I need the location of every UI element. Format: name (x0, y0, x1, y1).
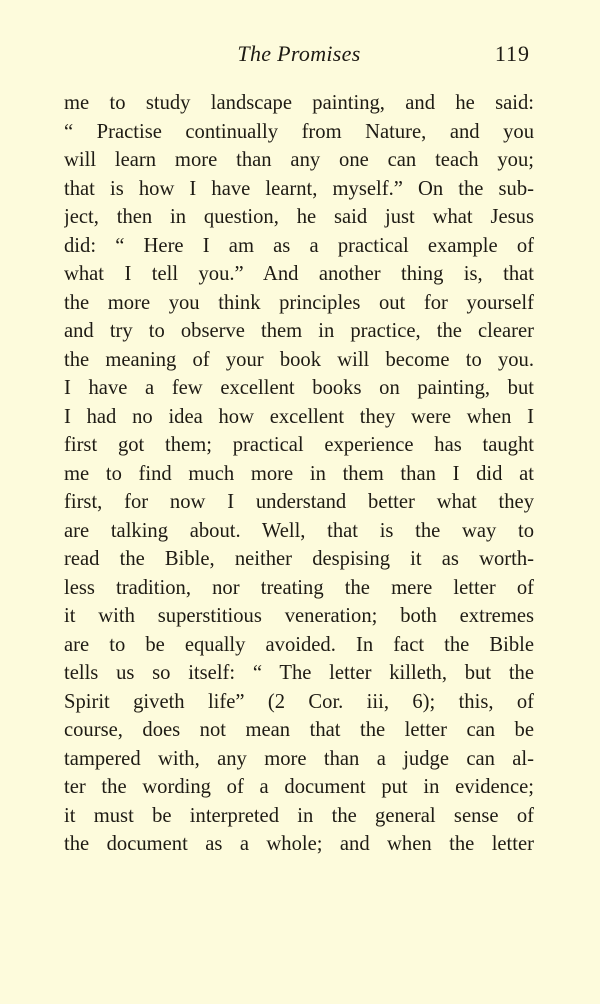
text-line: what I tell you.” And another thing is, that (64, 263, 534, 285)
text-line: Spirit giveth life” (2 Cor. iii, 6); this, of (64, 690, 534, 713)
text-line: did: “ Here I am as a practical example of (64, 234, 534, 257)
text-line: me to study landscape painting, and he said: (64, 92, 534, 114)
text-line: it with superstitious veneration; both extremes (64, 605, 534, 627)
text-line: course, does not mean that the letter can be (64, 719, 534, 741)
text-line: the meaning of your book will become to you. (64, 348, 534, 371)
text-line: less tradition, nor treating the mere letter of (64, 576, 534, 599)
text-line: the more you think principles out for yourself (64, 291, 534, 314)
text-line: first, for now I understand better what they (64, 491, 534, 513)
text-line: are talking about. Well, that is the way to (64, 519, 534, 542)
text-line: I had no idea how excellent they were when I (64, 405, 534, 428)
text-line: that is how I have learnt, myself.” On the sub- (64, 177, 534, 200)
text-line: and try to observe them in practice, the clearer (64, 320, 534, 342)
text-line: it must be interpreted in the general sense of (64, 804, 534, 827)
text-line: ject, then in question, he said just what Jesus (64, 206, 534, 228)
text-line: read the Bible, neither despising it as worth- (64, 548, 534, 570)
text-line: I have a few excellent books on painting, but (64, 377, 534, 399)
text-line: first got them; practical experience has taught (64, 434, 534, 456)
page-number: 119 (494, 41, 530, 66)
text-line: ter the wording of a document put in evidence; (64, 776, 534, 798)
text-line: “ Practise continually from Nature, and you (64, 120, 534, 143)
body-text (64, 89, 534, 859)
text-line: tells us so itself: “ The letter killeth, but the (64, 662, 534, 684)
text-line: are to be equally avoided. In fact the Bible (64, 633, 534, 656)
running-title: The Promises (237, 41, 361, 66)
running-head (64, 38, 534, 70)
text-line: the document as a whole; and when the letter (64, 833, 534, 855)
text-line: me to find much more in them than I did at (64, 462, 534, 485)
text-line: tampered with, any more than a judge can al- (64, 747, 534, 770)
text-line: will learn more than any one can teach you; (64, 149, 534, 171)
